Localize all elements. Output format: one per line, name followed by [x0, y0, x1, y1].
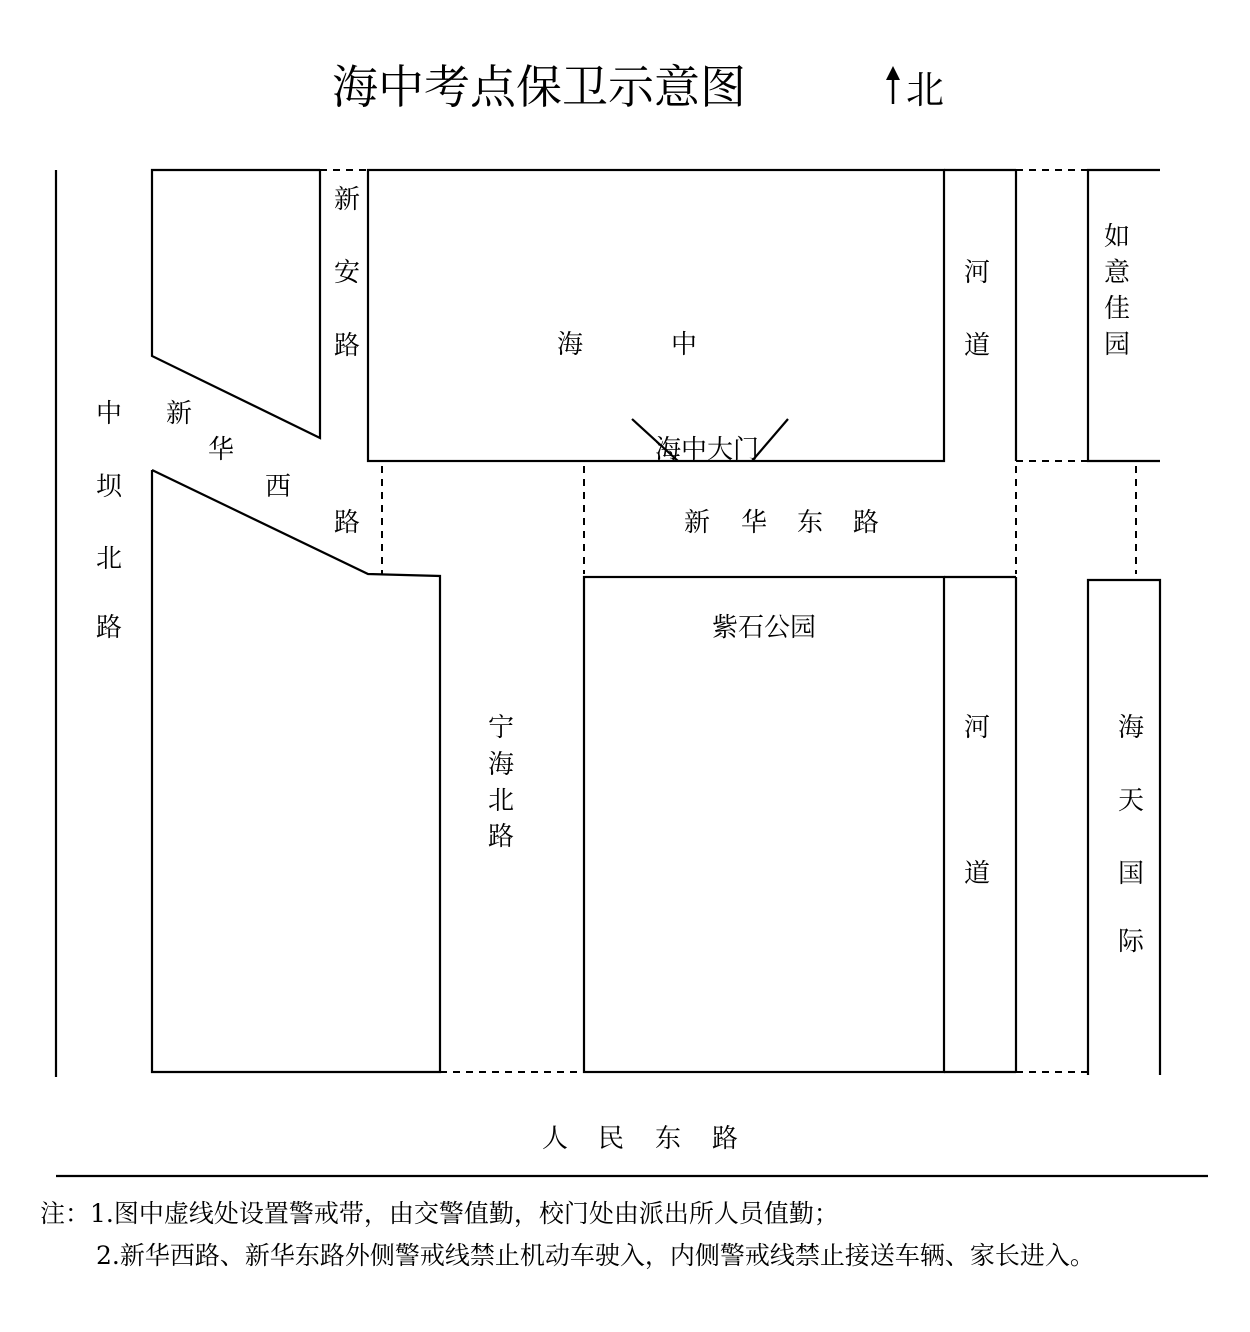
ruyi-char: 意: [1104, 258, 1131, 288]
ninghai-road-label: [488, 713, 514, 852]
zishi-park-label: 紫石公园: [712, 613, 817, 643]
haitian-char: 际: [1118, 927, 1145, 957]
river-south-label: [964, 713, 990, 889]
renmin-east-road-label: [542, 1124, 738, 1154]
ninghai-road-char: 宁: [488, 713, 515, 743]
block-southwest: [152, 470, 440, 1072]
xinhua-east-char: 东: [797, 508, 824, 538]
block-northwest: [152, 170, 320, 438]
haitian-char: 海: [1118, 713, 1145, 743]
zhongba-road-char: 路: [96, 613, 123, 643]
zhongba-road-label: [96, 399, 123, 643]
haizhong-gate-label: 海中大门: [655, 435, 760, 465]
xinhua-east-char: 新: [684, 508, 711, 538]
xinhua-west-char: 新: [166, 399, 193, 429]
haitian-guoji-label: [1118, 713, 1145, 957]
haizhong-school-block: [368, 170, 944, 461]
xinhua-west-char: 路: [334, 508, 361, 538]
ninghai-road-char: 海: [488, 750, 515, 780]
haizhong-char: 海: [557, 330, 584, 360]
xinhua-west-road-label: [166, 399, 360, 538]
xinan-road-char: 新: [334, 185, 361, 215]
haizhong-char: 中: [671, 330, 698, 360]
zhongba-road-char: 坝: [96, 472, 123, 502]
ruyi-char: 佳: [1104, 294, 1131, 324]
note-line-1: 注：1.图中虚线处设置警戒带，由交警值勤，校门处由派出所人员值勤；: [40, 1199, 839, 1228]
north-label: 北: [906, 68, 945, 112]
xinan-road-label: [334, 185, 360, 361]
xinhua-east-char: 路: [853, 508, 880, 538]
zhongba-road-char: 北: [96, 544, 123, 574]
xinhua-east-char: 华: [741, 508, 768, 538]
renmin-road-char: 东: [655, 1124, 682, 1154]
zhongba-road-char: 中: [96, 399, 123, 429]
zishi-park-block: [584, 577, 944, 1072]
haitian-char: 国: [1118, 859, 1145, 889]
ruyi-char: 园: [1104, 330, 1131, 360]
haitian-guoji-block: [1088, 580, 1160, 1075]
renmin-road-char: 人: [542, 1124, 569, 1154]
xinhua-east-road-label: [684, 508, 879, 538]
ruyi-jiayuan-label: [1104, 222, 1130, 360]
river-char: 道: [964, 859, 991, 889]
haitian-char: 天: [1118, 786, 1145, 816]
ninghai-road-char: 路: [488, 822, 515, 852]
river-char: 河: [964, 713, 991, 743]
map-title: 海中考点保卫示意图: [332, 60, 746, 114]
xinan-road-char: 路: [334, 331, 361, 361]
river-char: 河: [964, 258, 991, 288]
ninghai-road-char: 北: [488, 786, 515, 816]
xinhua-west-char: 华: [208, 435, 235, 465]
xinan-road-char: 安: [334, 258, 361, 288]
river-char: 道: [964, 331, 991, 361]
haizhong-label: [557, 330, 697, 360]
xinhua-west-char: 西: [265, 472, 292, 502]
renmin-road-char: 路: [712, 1124, 739, 1154]
renmin-road-char: 民: [598, 1124, 625, 1154]
north-arrow-icon: [886, 66, 900, 104]
river-north-label: [964, 258, 990, 361]
ruyi-char: 如: [1104, 222, 1131, 252]
note-line-2: 2.新华西路、新华东路外侧警戒线禁止机动车驶入，内侧警戒线禁止接送车辆、家长进入。: [96, 1241, 1095, 1270]
